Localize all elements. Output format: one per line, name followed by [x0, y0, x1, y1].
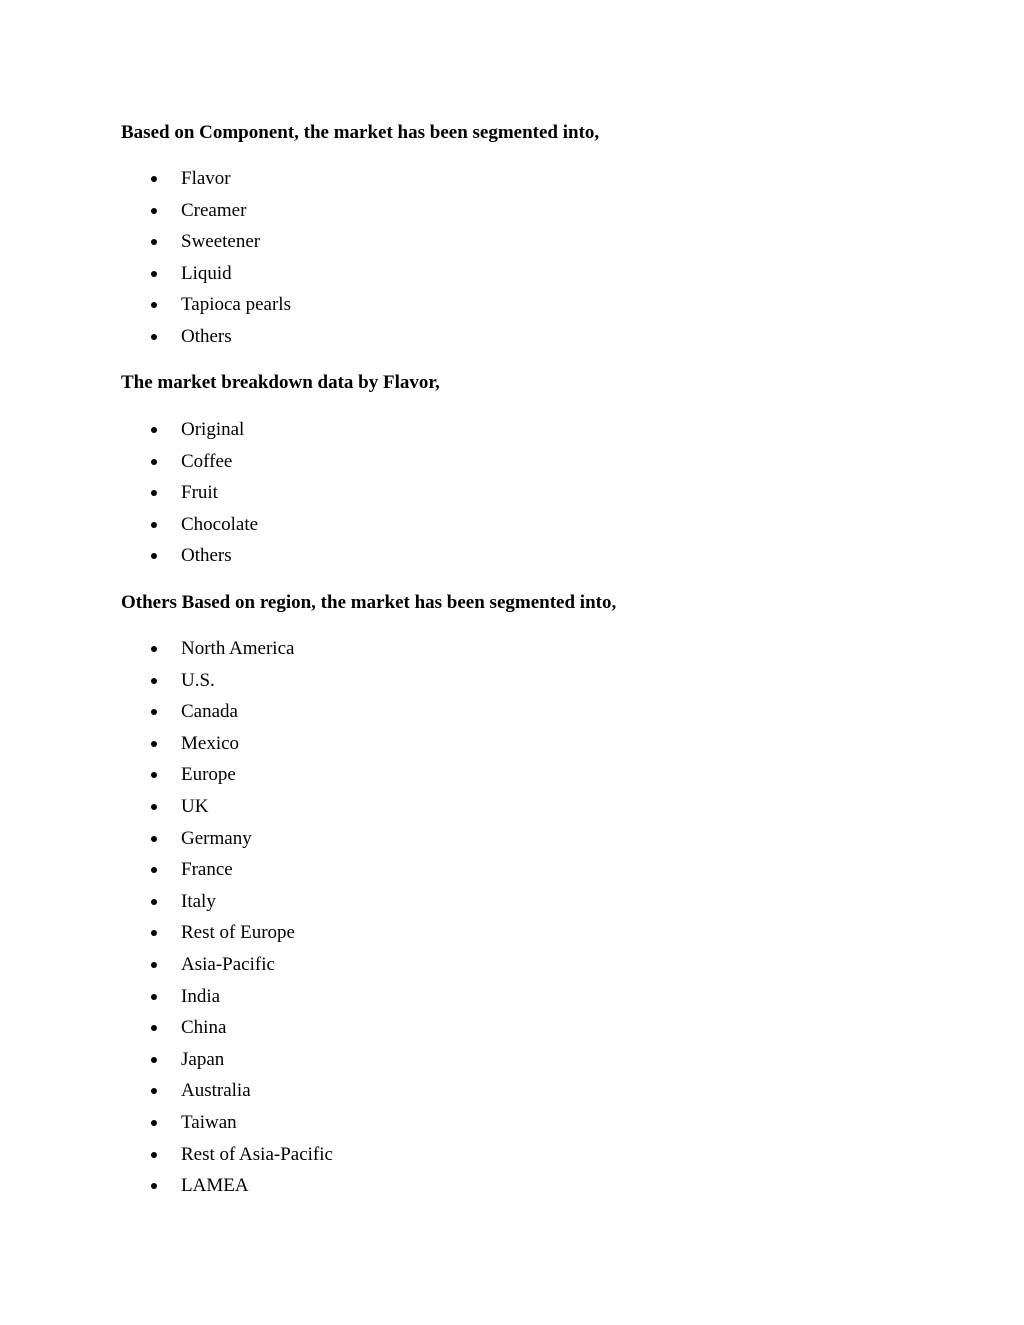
list-item-label: LAMEA — [181, 1175, 249, 1197]
list-item-label: Sweetener — [181, 231, 261, 253]
bullet-icon — [151, 553, 157, 559]
region-section-heading: Others Based on region, the market has been segmented into, — [121, 592, 617, 613]
bullet-icon — [151, 1152, 157, 1158]
list-item-label: Rest of Asia-Pacific — [181, 1143, 333, 1165]
component-section-heading: Based on Component, the market has been segmented into, — [121, 122, 600, 143]
list-item-label: Fruit — [181, 482, 218, 504]
bullet-icon — [151, 459, 157, 465]
list-item-label: Coffee — [181, 450, 233, 472]
list-item-label: Rest of Europe — [181, 922, 295, 944]
bullet-icon — [151, 239, 157, 245]
list-item-label: Others — [181, 545, 232, 567]
bullet-icon — [151, 208, 157, 214]
list-item-label: India — [181, 985, 221, 1007]
bullet-icon — [151, 334, 157, 340]
bullet-icon — [151, 176, 157, 182]
bullet-icon — [151, 1183, 157, 1189]
list-item-label: Liquid — [181, 262, 232, 284]
list-item-label: Taiwan — [181, 1111, 237, 1133]
bullet-icon — [151, 836, 157, 842]
list-item-label: Europe — [181, 764, 236, 786]
list-item-label: Tapioca pearls — [181, 294, 291, 316]
list-item-label: Flavor — [181, 168, 231, 189]
list-item-label: Japan — [181, 1048, 225, 1070]
bullet-icon — [151, 522, 157, 528]
list-item-label: Chocolate — [181, 513, 259, 535]
list-item-label: Canada — [181, 701, 238, 723]
bullet-icon — [151, 804, 157, 810]
list-item-label: Others — [181, 325, 232, 347]
bullet-icon — [151, 930, 157, 936]
list-item-label: Italy — [181, 890, 216, 912]
list-item-label: Australia — [181, 1080, 251, 1102]
list-item-label: Creamer — [181, 199, 247, 221]
bullet-icon — [151, 1057, 157, 1063]
bullet-icon — [151, 709, 157, 715]
bullet-icon — [151, 899, 157, 905]
bullet-icon — [151, 490, 157, 496]
bullet-icon — [151, 741, 157, 747]
bullet-icon — [151, 994, 157, 1000]
flavor-section-heading: The market breakdown data by Flavor, — [121, 372, 440, 393]
list-item-label: France — [181, 859, 233, 881]
bullet-icon — [151, 1088, 157, 1094]
list-item-label: Mexico — [181, 732, 240, 754]
list-item-label: Asia-Pacific — [181, 953, 275, 975]
bullet-icon — [151, 646, 157, 652]
bullet-icon — [151, 962, 157, 968]
bullet-icon — [151, 1025, 157, 1031]
bullet-icon — [151, 427, 157, 433]
bullet-icon — [151, 271, 157, 277]
list-item-label: North America — [181, 638, 295, 659]
list-item-label: Germany — [181, 827, 252, 849]
bullet-icon — [151, 772, 157, 778]
bullet-icon — [151, 678, 157, 684]
bullet-icon — [151, 302, 157, 308]
bullet-icon — [151, 867, 157, 873]
bullet-icon — [151, 1120, 157, 1126]
list-item-label: UK — [181, 795, 209, 817]
list-item-label: Original — [181, 419, 245, 440]
list-item-label: China — [181, 1017, 227, 1039]
list-item-label: U.S. — [181, 669, 215, 691]
